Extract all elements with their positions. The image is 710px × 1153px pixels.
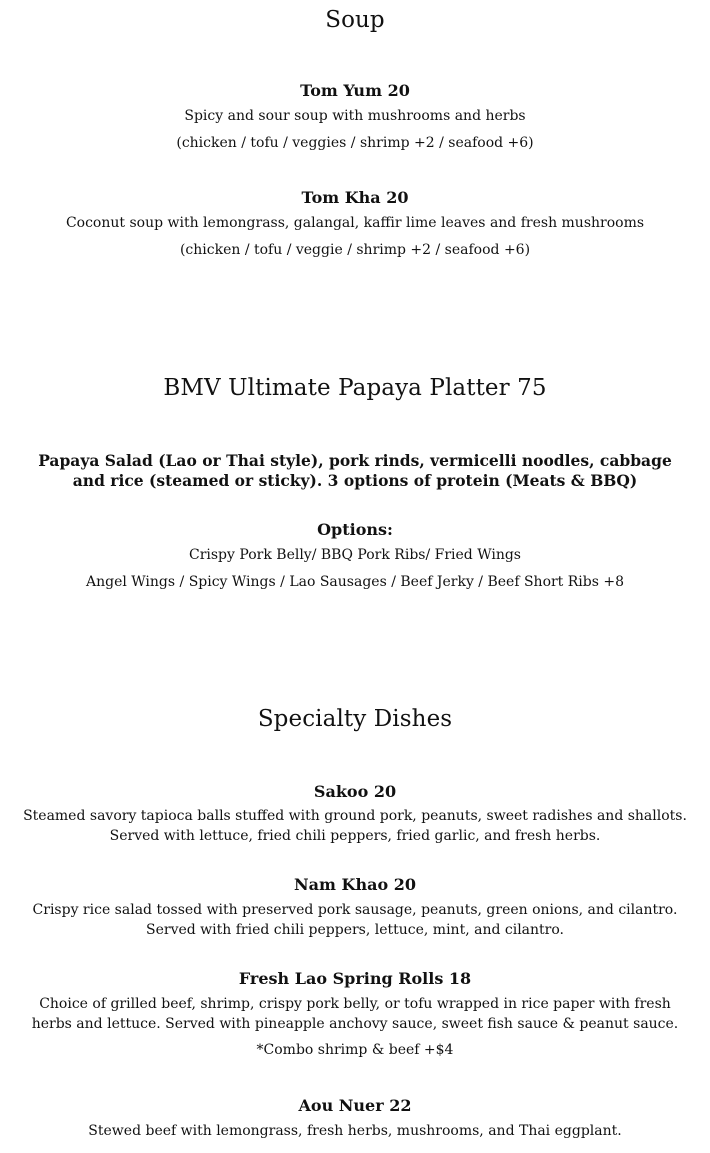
specialty-section-title: Specialty Dishes xyxy=(257,706,453,732)
spring-rolls-title: Fresh Lao Spring Rolls 18 xyxy=(238,969,472,988)
platter-options-line-2: Angel Wings / Spicy Wings / Lao Sausages / Beef Jerky / Beef Short Ribs +8 xyxy=(85,574,625,590)
sakoo-title: Sakoo 20 xyxy=(313,782,397,801)
aou-nuer-description: Stewed beef with lemongrass, fresh herbs, mushrooms, and Thai eggplant. xyxy=(88,1123,622,1139)
tom-kha-description: Coconut soup with lemongrass, galangal, kaffir lime leaves and fresh mushrooms xyxy=(65,215,645,231)
tom-yum-title: Tom Yum 20 xyxy=(300,81,410,100)
spring-rolls-description: Choice of grilled beef, shrimp, crispy pork belly, or tofu wrapped in rice paper with fresh herbs and lettuce. Served with pineapple anchovy sauce, sweet fish sauce & peanut sauce. xyxy=(31,996,679,1032)
aou-nuer-title: Aou Nuer 22 xyxy=(298,1096,412,1115)
spring-rolls-note: *Combo shrimp & beef +$4 xyxy=(256,1042,454,1058)
soup-section-title: Soup xyxy=(325,7,385,33)
platter-options-label: Options: xyxy=(317,520,393,539)
tom-kha-options: (chicken / tofu / veggie / shrimp +2 / seafood +6) xyxy=(179,242,531,258)
tom-kha-title: Tom Kha 20 xyxy=(301,188,409,207)
platter-section-title: BMV Ultimate Papaya Platter 75 xyxy=(163,375,547,401)
platter-description: Papaya Salad (Lao or Thai style), pork rinds, vermicelli noodles, cabbage and rice (steamed or sticky). 3 options of protein (Meats & BBQ) xyxy=(38,451,672,490)
tom-yum-options: (chicken / tofu / veggies / shrimp +2 / seafood +6) xyxy=(176,135,534,151)
sakoo-description: Steamed savory tapioca balls stuffed with ground pork, peanuts, sweet radishes and shallots. Served with lettuce, fried chili peppers, fried garlic, and fresh herbs. xyxy=(23,808,687,844)
platter-options-line-1: Crispy Pork Belly/ BBQ Pork Ribs/ Fried Wings xyxy=(188,547,521,563)
nam-khao-description: Crispy rice salad tossed with preserved pork sausage, peanuts, green onions, and cilantro. Served with fried chili peppers, lettuce, mint, and cilantro. xyxy=(32,902,678,938)
tom-yum-description: Spicy and sour soup with mushrooms and herbs xyxy=(184,108,526,124)
nam-khao-title: Nam Khao 20 xyxy=(294,875,416,894)
